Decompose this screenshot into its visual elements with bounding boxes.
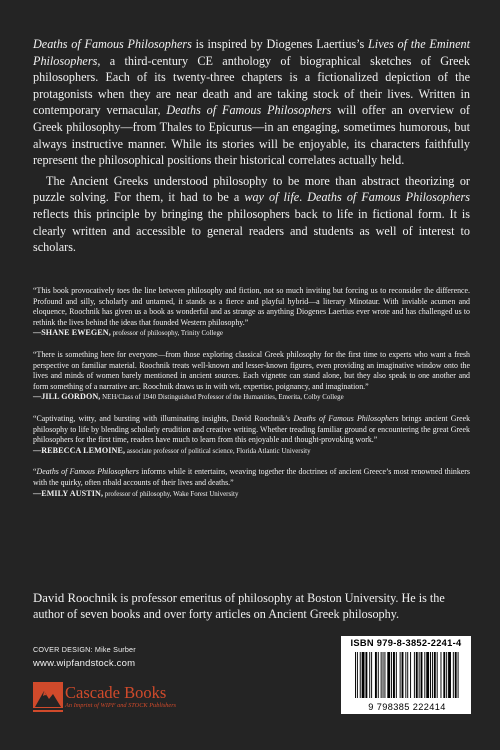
endorsement-3 [33,414,470,457]
publisher-logo [33,682,238,714]
author-name: David Roochnik [33,591,118,605]
barcode-digits: 9 798385 222414 [368,702,446,712]
endorser-title: NEH/Class of 1940 Distinguished Professor of the Humanities, Emerita, Colby College [100,394,344,402]
text-run: . [299,190,308,205]
book-title-italic: Deaths of Famous Philosophers [307,190,470,205]
endorser-name: —EMILY AUSTIN, [33,488,104,498]
publisher-name: Cascade Books [65,683,167,702]
endorser-name: —REBECCA LEMOINE, [33,445,126,455]
publisher-website: www.wipfandstock.com [33,658,136,669]
quote-attribution [33,328,470,340]
barcode-bar [400,652,401,698]
endorsement-2 [33,350,470,404]
endorser-name: —SHANE EWEGEN, [33,328,111,338]
barcode-bar [396,652,397,698]
isbn-barcode [341,636,471,714]
barcode-bar [402,652,404,698]
barcode-bar [375,652,377,698]
text-run: brings ancient Greek philosophy to life by blending scholarly erudition and creative writing. Whether treading familiar ground or encountering the great Greek philosophers for the first time, readers have much to learn from this enjoyable and thought-provoking work.” [33,413,471,445]
barcode-bar [387,652,390,698]
barcode-bar [405,652,406,698]
barcode-bar [455,652,457,698]
barcode-bars [353,652,461,698]
endorser-name: —JILL GORDON, [33,392,101,402]
barcode-bar [437,652,438,698]
quote-text: “There is something here for everyone—from those exploring classical Greek philosophy for the first time to experts who want a fresh perspective on familiar material. Roochnik treats well-known and lesser-known figures, even providing an imaginative window onto the lives and minds of women barely mentioned in ancient sources. Each vignette can stand alone, but they also speak to one another and form something of a narrative arc. Roochnik draws us in with wit, expertise, poignancy, and imagination.” [33,349,470,391]
text-run: is inspired by Diogenes Laertius’s [191,37,369,51]
source-title-italic: Lives of the Eminent Philosophers [33,37,470,68]
barcode-bar [430,652,431,698]
barcode-bar [393,652,395,698]
barcode-bar [384,652,385,698]
barcode-bar [421,652,423,698]
text-run: , a third-century CE anthology of biographical sketches of Greek philosophers. Each of its twenty-three chapters is a fictionalized depiction of the protagonists when they are near death and are taking stock of their lives. Written in contemporary vernacular, [33,53,470,118]
isbn-label: ISBN 979-8-3852-2241-4 [350,638,462,648]
barcode-bar [381,652,382,698]
quote-attribution [33,392,470,404]
text-run: informs while it entertains, weaving together the doctrines of ancient Greece’s most renowned thinkers with the quirky, often ribald accounts of their lives and deaths.” [33,467,471,487]
text-run: “ [33,467,37,477]
barcode-bar [434,652,436,698]
book-title-italic: Deaths of Famous Philosophers [293,413,399,423]
barcode-bar [360,652,361,698]
emphasis: way of life [244,190,300,205]
quote-text: “This book provocatively toes the line between philosophy and fiction, not so much inviting but forcing us to reconsider the difference. Profound and silly, scholarly and untamed, it stands as a fierce and playful hybrid—a literary Minotaur. With inviable acumen and eloquence, Roochnik has given us a book as wonderful and as strange as anything Diogenes Laertius ever wrote and has challenged us to rethink the lives behind the ideas that founded Western philosophy.” [33,286,470,327]
quote-text [33,467,470,488]
barcode-bar [446,652,447,698]
text-run: “Captivating, witty, and bursting with illuminating insights, David Roochnik’s [33,413,294,423]
barcode-bar [410,652,411,698]
endorser-title: professor of philosophy, Trinity College [110,330,223,338]
barcode-bar [414,652,415,698]
endorser-title: associate professor of political science, Florida Atlantic University [125,447,311,455]
barcode-bar [448,652,451,698]
endorsement-1 [33,286,470,340]
text-run: The Ancient Greeks understood philosophy to be more than abstract theorizing or puzzle solving. For them, it had to be a [33,173,470,205]
author-bio [33,590,470,622]
book-title-italic: Deaths of Famous Philosophers [36,467,139,477]
barcode-bar [458,652,459,698]
barcode-bar [443,652,445,698]
endorsement-4 [33,467,470,500]
author-bio-text: is professor emeritus of philosophy at Boston University. He is the author of seven books and over forty articles on Ancient Greek philosophy. [33,591,445,621]
quote-attribution [33,489,470,501]
barcode-bar [407,652,408,698]
barcode-bar [357,652,358,698]
barcode-bar [453,652,454,698]
barcode-bar [362,652,365,698]
barcode-bar [424,652,425,698]
barcode-bar [371,652,372,698]
description-paragraph-2 [33,173,470,256]
publisher-tagline: An Imprint of WIPF and STOCK Publishers [65,702,177,709]
barcode-bar [432,652,433,698]
description-paragraph-1 [33,36,470,169]
barcode-bar [378,652,379,698]
barcode-bar [419,652,420,698]
book-title-italic: Deaths of Famous Philosophers [33,37,192,51]
text-run: will offer an overview of Greek philosophy—from Thales to Epicurus—in an engaging, sometimes humorous, but always instructive manner. While its stories will be enjoyable, its characters faithfully represent the philosophical positions their historical correlates actually held. [33,103,470,168]
barcode-bar [365,652,367,698]
book-description [33,36,470,256]
cover-design-credit: COVER DESIGN: Mike Surber [33,645,136,654]
quote-attribution [33,446,470,458]
barcode-bar [391,652,392,698]
barcode-bar [355,652,356,698]
text-run: reflects this principle by bringing the philosophers back to life in fictional form. It is clearly written and accessible to general readers and students as well of interest to scholars. [33,206,470,255]
quote-text [33,414,470,446]
endorser-title: professor of philosophy, Wake Forest University [103,490,239,498]
cascade-mountain-icon [33,682,63,712]
book-title-italic: Deaths of Famous Philosophers [166,103,332,118]
barcode-bar [426,652,429,698]
barcode-bar [441,652,442,698]
barcode-bar [369,652,370,698]
barcode-bar [416,652,418,698]
barcode-bar [383,652,384,698]
endorsements [33,286,470,510]
